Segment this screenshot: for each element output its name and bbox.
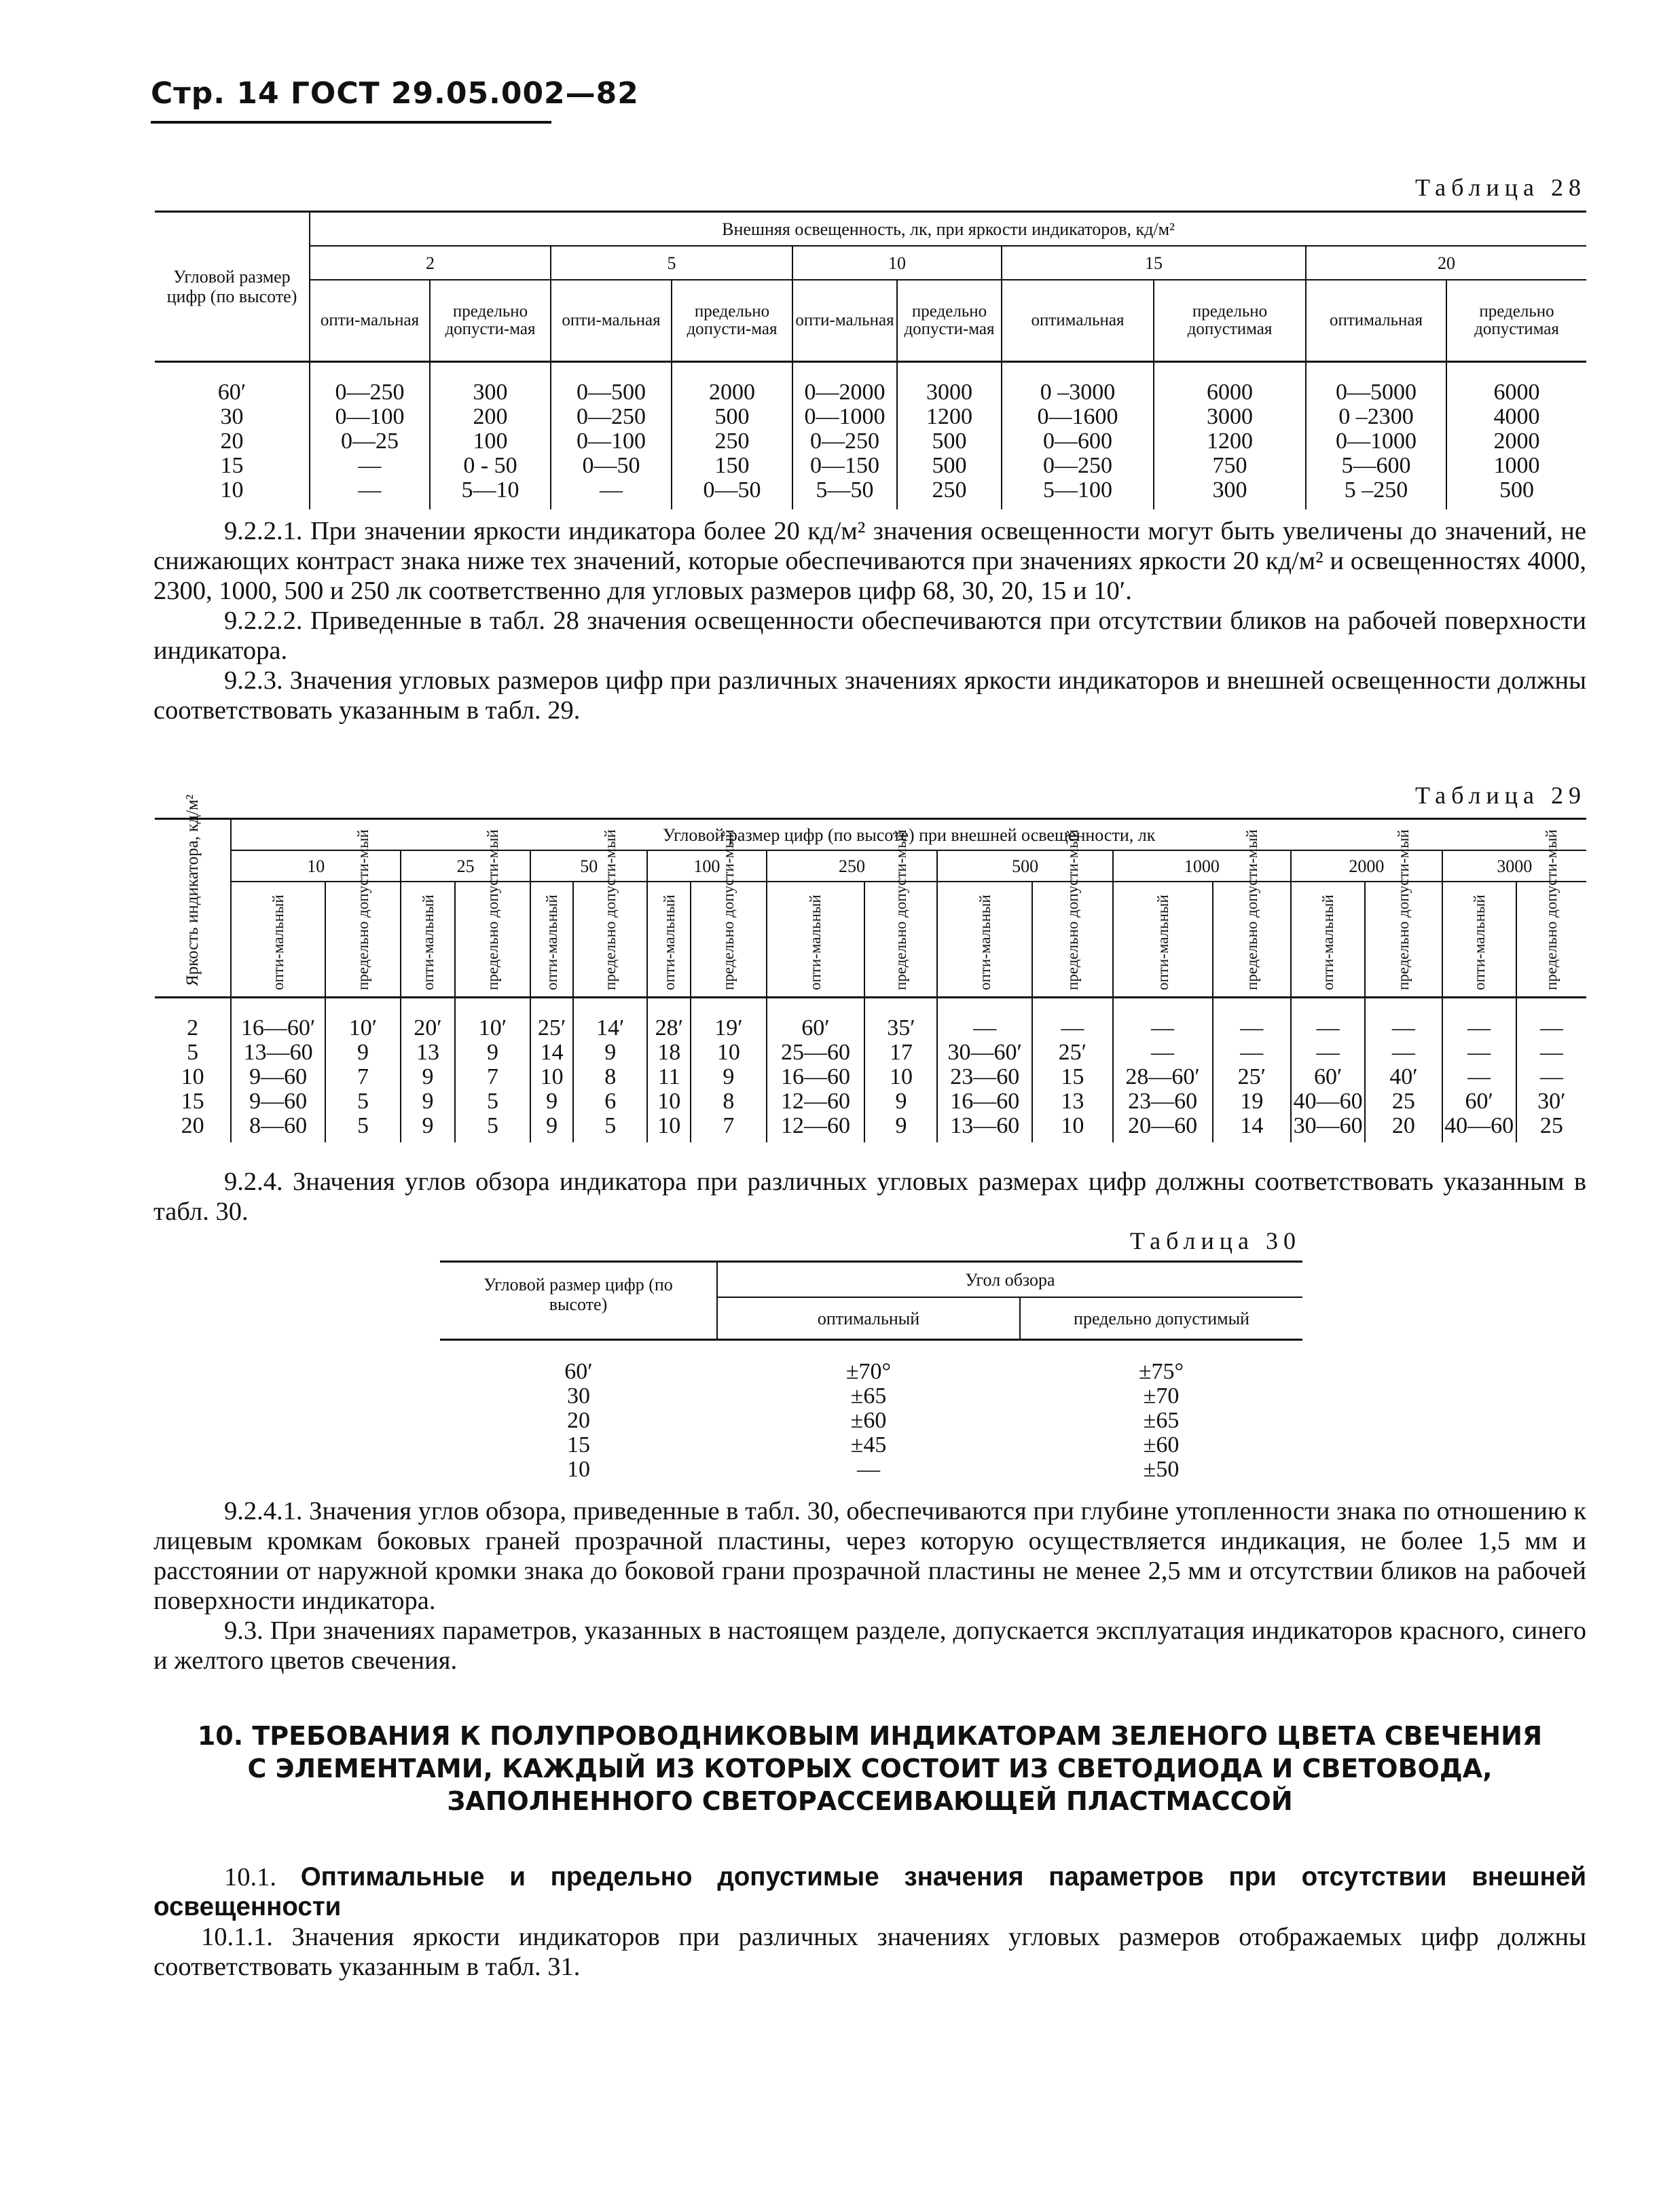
table-29-sub-head-cell (767, 882, 865, 998)
table-29-cell: 16—60′ 13—60 9—60 9—60 8—60 (231, 998, 325, 1143)
table-28-sub-head: предельно допусти-мая (672, 280, 792, 362)
table-28-cell: 0—5000 0 –2300 0—1000 5—600 5 –250 (1306, 362, 1446, 510)
table-29-cell: 14′ 9 8 6 5 (573, 998, 647, 1143)
table-29-cell: — — 28—60′ 23—60 20—60 (1113, 998, 1213, 1143)
table-29-sub-head-cell (1032, 829, 1113, 998)
table-28-sub-head: предельно допусти-мая (897, 280, 1002, 362)
table-28-cell: 0—500 0—250 0—100 0—50 — (551, 362, 672, 510)
table-29-sub-head: опти-мальный (1154, 894, 1171, 990)
header-rule (151, 121, 551, 124)
paragraph-10-1-number: 10.1. (224, 1863, 276, 1891)
table-29-sub-head: предельно допусти-мый (892, 829, 910, 990)
table-28-sub-head: предельно допусти-мая (430, 280, 551, 362)
paragraph-10-1 (153, 1862, 1586, 1922)
table-28-sub-head: оптимальная (1002, 280, 1154, 362)
section-10-title-line: 10. ТРЕБОВАНИЯ К ПОЛУПРОВОДНИКОВЫМ ИНДИКАТОРАМ ЗЕЛЕНОГО ЦВЕТА СВЕЧЕНИЯ (197, 1721, 1543, 1751)
paragraph-9-3: 9.3. При значениях параметров, указанных в настоящем разделе, допускается эксплуатация индикаторов красного, синего и желтого цветов свечения. (153, 1616, 1586, 1675)
table-29-sub-head: предельно допусти-мый (1395, 829, 1412, 990)
table-29-sub-head: предельно допусти-мый (1063, 829, 1081, 990)
table-29-sub-head-cell (325, 829, 401, 998)
table-29-cell: 20′ 13 9 9 9 (401, 998, 455, 1143)
paragraph-9-2-4-block (153, 1167, 1586, 1227)
section-10-title-line: С ЭЛЕМЕНТАМИ, КАЖДЫЙ ИЗ КОТОРЫХ СОСТОИТ ИЗ СВЕТОДИОДА И СВЕТОВОДА, (247, 1754, 1493, 1783)
paragraph-10-1-1: 10.1.1. Значения яркости индикаторов при различных значениях угловых размеров отображаемых цифр должны соответствовать указанным в табл. 31. (153, 1923, 1586, 1981)
table-29-sub-head-cell (1213, 829, 1291, 998)
table-29-cell: 10′ 9 7 5 5 (455, 998, 530, 1143)
table-28-sub-head: предельно допустимая (1446, 280, 1586, 362)
table-29-level-head: 100 (647, 850, 766, 882)
section-10-title-line: ЗАПОЛНЕННОГО СВЕТОРАССЕИВАЮЩЕЙ ПЛАСТМАССОЙ (447, 1786, 1293, 1816)
table-29-cell: 60′ 25—60 16—60 12—60 12—60 (767, 998, 865, 1143)
table-29-sub-head-cell (864, 829, 937, 998)
table-28 (155, 211, 1586, 509)
table-28-sub-head: оптимальная (1306, 280, 1446, 362)
table-29-sub-head: опти-мальный (1319, 894, 1337, 990)
table-28-cell: 0—2000 0—1000 0—250 0—150 5—50 (792, 362, 897, 510)
table-29-cell: 28′ 18 11 10 10 (647, 998, 691, 1143)
table-29-sub-head: опти-мальный (419, 894, 437, 990)
table-29-stub-head-cell (155, 794, 231, 998)
table-28-level-head: 20 (1306, 246, 1586, 280)
table-28-cell: 6000 3000 1200 750 300 (1154, 362, 1306, 510)
table-29-caption: Таблица 29 (1415, 782, 1586, 809)
table-29-sub-head-cell (1113, 882, 1213, 998)
table-29-sub-head-cell (647, 882, 691, 998)
table-28-level-head: 5 (551, 246, 792, 280)
table-28-cell: 300 200 100 0 - 50 5—10 (430, 362, 551, 510)
table-28-sub-head: опти-мальная (792, 280, 897, 362)
table-29-sub-head-cell (1516, 829, 1586, 998)
table-30-stub-head: Угловой размер цифр (по высоте) (440, 1262, 717, 1340)
paragraph-9-2-2-1: 9.2.2.1. При значении яркости индикатора более 20 кд/м² значения освещенности могут быть увеличены до значений, не снижающих контраст знака ниже тех значений, которые обеспечиваются при значениях яркости 20 кд/м² и освещенностях 4000, 2300, 1000, 500 и 250 лк соответственно для угловых размеров цифр 68, 30, 20, 15 и 10′. (153, 517, 1586, 605)
table-29-cell: 19′ 10 9 8 7 (691, 998, 766, 1143)
table-29-level-head: 250 (767, 850, 938, 882)
table-29-cell: — — — 60′ 40—60 (1442, 998, 1516, 1143)
table-28-sub-head: предельно допустимая (1154, 280, 1306, 362)
table-29-sub-head: опти-мальный (660, 894, 678, 990)
paragraph-9-2-2-2: 9.2.2.2. Приведенные в табл. 28 значения освещенности обеспечиваются при отсутствии бликов на рабочей поверхности индикатора. (153, 606, 1586, 665)
table-28-cell: 3000 1200 500 500 250 (897, 362, 1002, 510)
table-29-level-head: 1000 (1113, 850, 1291, 882)
paragraphs-9-2-2 (153, 516, 1586, 725)
table-29-level-head: 2000 (1291, 850, 1442, 882)
table-30-cell: 60′ 30 20 15 10 (564, 1359, 593, 1482)
table-30-sub-head: предельно допустимый (1020, 1297, 1302, 1340)
table-28-level-head: 2 (310, 246, 551, 280)
table-30-cell: ±70° ±65 ±60 ±45 — (845, 1359, 892, 1482)
table-29-level-head: 10 (231, 850, 401, 882)
table-30-group-head: Угол обзора (717, 1262, 1302, 1298)
table-28-cell: 60′ 30 20 15 10 (217, 380, 246, 503)
table-29-sub-head: предельно допусти-мый (354, 829, 371, 990)
table-29-level-head: 25 (401, 850, 530, 882)
table-29-sub-head: опти-мальный (270, 894, 287, 990)
table-28-caption: Таблица 28 (1415, 174, 1586, 201)
table-28-level-head: 10 (792, 246, 1002, 280)
table-30-caption: Таблица 30 (1130, 1227, 1301, 1254)
table-29-sub-head: предельно допусти-мый (602, 829, 619, 990)
table-29-cell: 2 5 10 15 20 (181, 1015, 204, 1138)
table-29-sub-head: опти-мальный (543, 894, 561, 990)
table-29-level-head: 500 (937, 850, 1112, 882)
table-29-level-head: 3000 (1442, 850, 1586, 882)
table-29-cell: — 30—60′ 23—60 16—60 13—60 (937, 998, 1032, 1143)
table-29-sub-head: опти-мальный (976, 894, 993, 990)
table-29-sub-head-cell (530, 882, 573, 998)
table-28-cell: 2000 500 250 150 0—50 (672, 362, 792, 510)
table-29-group-head: Угловой размер цифр (по высоте) при внешней освещенности, лк (231, 819, 1586, 851)
paragraphs-9-2-4-1 (153, 1496, 1586, 1675)
table-30 (440, 1261, 1302, 1482)
table-29-cell: — — — 30′ 25 (1516, 998, 1586, 1143)
table-29-sub-head-cell (401, 882, 455, 998)
table-30-sub-head: оптимальный (717, 1297, 1020, 1340)
table-29-sub-head: опти-мальный (1470, 894, 1488, 990)
section-10-title (153, 1720, 1586, 1817)
table-29-cell: — — 25′ 19 14 (1213, 998, 1291, 1143)
table-28-cell: 0 –3000 0—1600 0—600 0—250 5—100 (1002, 362, 1154, 510)
table-28-cell: 0—250 0—100 0—25 — — (310, 362, 430, 510)
table-29-cell: — — 40′ 25 20 (1365, 998, 1442, 1143)
table-29-sub-head-cell (937, 882, 1032, 998)
table-29-level-head: 50 (530, 850, 647, 882)
table-30-cell: ±75° ±70 ±65 ±60 ±50 (1138, 1359, 1184, 1482)
table-29-cell: 10′ 9 7 5 5 (325, 998, 401, 1143)
table-29-sub-head: предельно допусти-мый (1243, 829, 1260, 990)
table-29-cell: 35′ 17 10 9 9 (864, 998, 937, 1143)
table-28-cell: 6000 4000 2000 1000 500 (1446, 362, 1586, 510)
section-10-paragraphs (153, 1862, 1586, 1982)
table-29-sub-head: предельно допусти-мый (720, 829, 737, 990)
table-28-stub-head: Угловой размер цифр (по высоте) (155, 212, 310, 362)
paragraph-9-2-4-1: 9.2.4.1. Значения углов обзора, приведенные в табл. 30, обеспечиваются при глубине утопленности знака по отношению к лицевым кромкам боковых граней прозрачной пластины, через которую осуществляется индикация, не более 1,5 мм и расстоянии от наружной кромки знака до боковой грани прозрачной пластины не менее 2,5 мм и отсутствии бликов на рабочей поверхности индикатора. (153, 1497, 1586, 1615)
table-29-sub-head: опти-мальный (807, 894, 824, 990)
paragraph-9-2-3: 9.2.3. Значения угловых размеров цифр при различных значениях яркости индикаторов и внешней освещенности должны соответствовать указанным в табл. 29. (153, 666, 1586, 725)
table-29-sub-head: предельно допусти-мый (1543, 829, 1560, 990)
page-header: Стр. 14 ГОСТ 29.05.002—82 (151, 76, 639, 111)
paragraph-10-1-title: Оптимальные и предельно допустимые значения параметров при отсутствии внешней освещенности (153, 1862, 1586, 1921)
table-29-sub-head: предельно допусти-мый (484, 829, 502, 990)
table-28-group-head: Внешняя освещенность, лк, при яркости индикаторов, кд/м² (310, 212, 1586, 247)
table-29-sub-head-cell (1291, 882, 1365, 998)
table-29-cell: — 25′ 15 13 10 (1032, 998, 1113, 1143)
table-28-sub-head: опти-мальная (551, 280, 672, 362)
table-29-cell: — — 60′ 40—60 30—60 (1291, 998, 1365, 1143)
table-29-stub-head: Яркость индикатора, кд/м² (183, 794, 202, 986)
table-28-sub-head: опти-мальная (310, 280, 430, 362)
table-29-sub-head-cell (1442, 882, 1516, 998)
paragraph-9-2-4: 9.2.4. Значения углов обзора индикатора при различных угловых размерах цифр должны соответствовать указанным в табл. 30. (153, 1167, 1586, 1226)
table-29-sub-head-cell (231, 882, 325, 998)
table-28-level-head: 15 (1002, 246, 1306, 280)
table-29-cell: 25′ 14 10 9 9 (530, 998, 573, 1143)
